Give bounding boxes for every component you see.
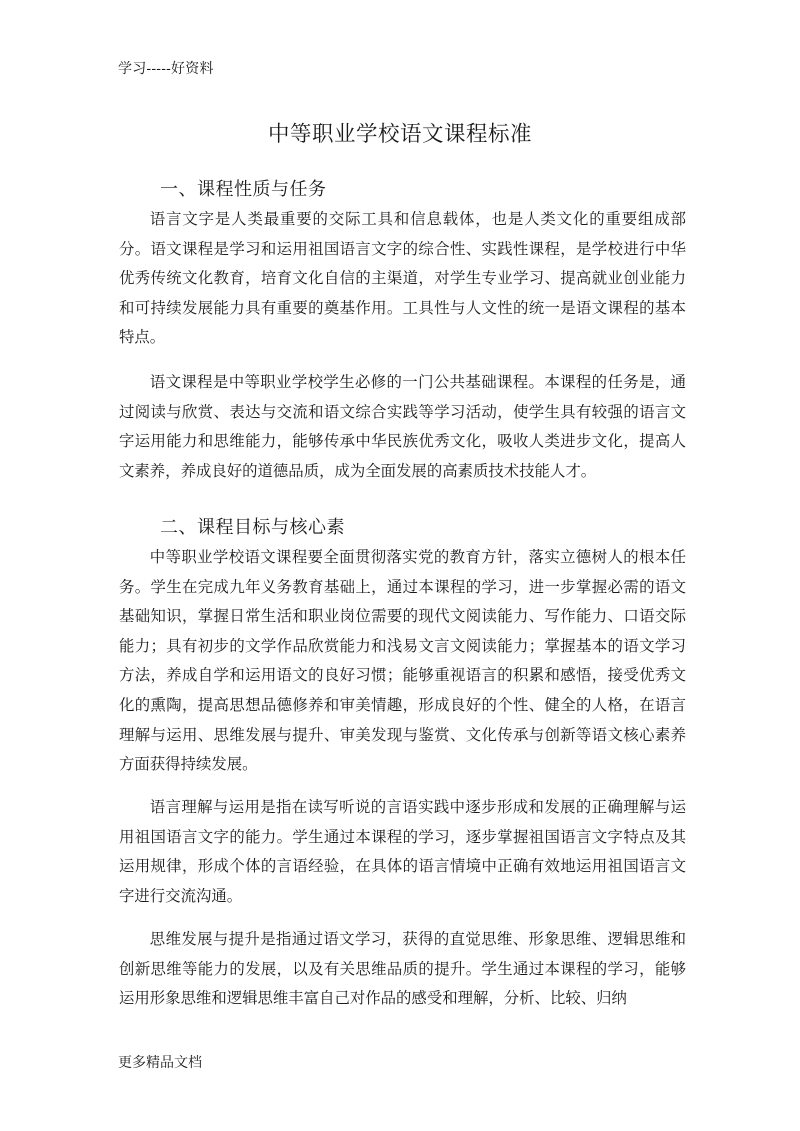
paragraph-1-2: 语文课程是中等职业学校学生必修的一门公共基础课程。本课程的任务是，通过阅读与欣赏、表达与交流和语文综合实践等学习活动，使学生具有较强的语言文字运用能力和思维能力，能够传承中华民族优秀文化，吸收人类进步文化，提高人文素养，养成良好的道德品质，成为全面发展的高素质技术技能人才。 xyxy=(119,373,686,480)
section-heading-1: 一、课程性质与任务 xyxy=(160,179,327,200)
document-title: 中等职业学校语文课程标准 xyxy=(267,122,532,147)
paragraph-1-1: 语言文字是人类最重要的交际工具和信息载体，也是人类文化的重要组成部分。语文课程是学习和运用祖国语言文字的综合性、实践性课程，是学校进行中华优秀传统文化教育，培育文化自信的主渠道，对学生专业学习、提高就业创业能力和可持续发展能力具有重要的奠基作用。工具性与人文性的统一是语文课程的基本特点。 xyxy=(119,210,686,347)
paragraph-2-3: 思维发展与提升是指通过语文学习，获得的直觉思维、形象思维、逻辑思维和创新思维等能力的发展，以及有关思维品质的提升。学生通过本课程的学习，能够运用形象思维和逻辑思维丰富自己对作品的感受和理解，分析、比较、归纳 xyxy=(119,930,686,1008)
section-heading-2: 二、课程目标与核心素 xyxy=(160,517,345,538)
page-header: 学习-----好资料 xyxy=(118,61,214,77)
paragraph-2-2: 语言理解与运用是指在读写听说的言语实践中逐步形成和发展的正确理解与运用祖国语言文字的能力。学生通过本课程的学习，逐步掌握祖国语言文字特点及其运用规律，形成个体的言语经验，在具体的语言情境中正确有效地运用祖国语言文字进行交流沟通。 xyxy=(119,798,686,905)
page-footer: 更多精品文档 xyxy=(118,1055,202,1071)
paragraph-2-1: 中等职业学校语文课程要全面贯彻落实党的教育方针，落实立德树人的根本任务。学生在完成九年义务教育基础上，通过本课程的学习，进一步掌握必需的语文基础知识，掌握日常生活和职业岗位需要的现代文阅读能力、写作能力、口语交际能力；具有初步的文学作品欣赏能力和浅易文言文阅读能力；掌握基本的语文学习方法，养成自学和运用语文的良好习惯；能够重视语言的积累和感悟，接受优秀文化的熏陶，提高思想品德修养和审美情趣，形成良好的个性、健全的人格，在语言理解与运用、思维发展与提升、审美发现与鉴赏、文化传承与创新等语文核心素养方面获得持续发展。 xyxy=(119,548,686,774)
